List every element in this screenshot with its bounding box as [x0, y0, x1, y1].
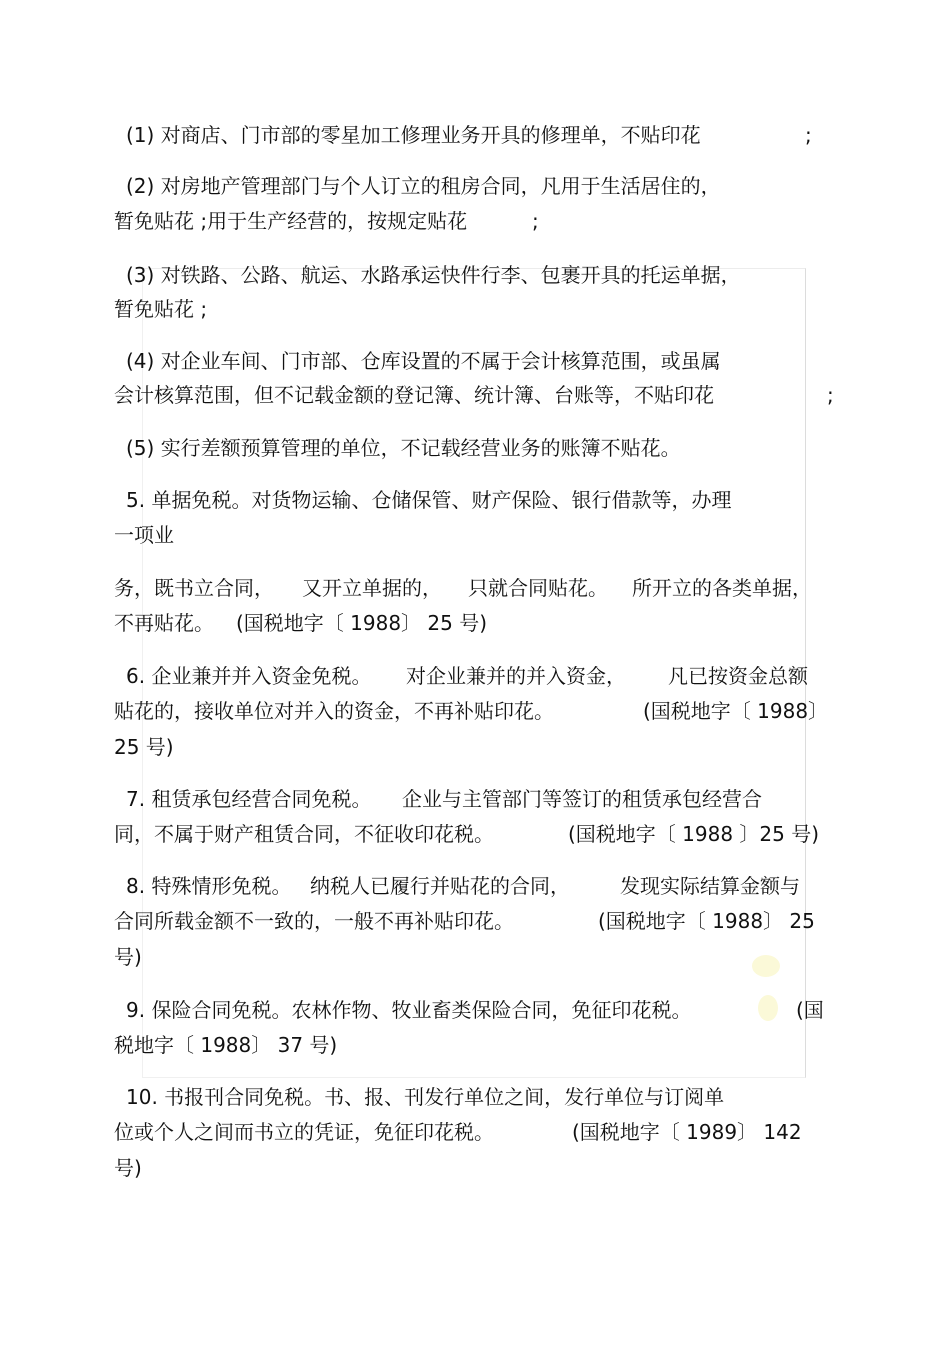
text-line: 暂免贴花 ; [114, 297, 208, 321]
text-line: ; [805, 123, 812, 147]
text-line: 10. 书报刊合同免税。书、报、刊发行单位之间，发行单位与订阅单 [126, 1085, 725, 1109]
text-line: 不再贴花。 [114, 611, 214, 635]
text-line: 对企业兼并的并入资金， [406, 664, 626, 688]
text-line: 会计核算范围，但不记载金额的登记簿、统计簿、台账等，不贴印花 [114, 383, 714, 407]
text-line: 只就合同贴花。 [468, 576, 608, 600]
text-line: (国税地字〔 1988〕 25 号) [236, 611, 488, 635]
text-line: 9. 保险合同免税。农林作物、牧业畜类保险合同，免征印花税。 [126, 998, 692, 1022]
text-line: (3) 对铁路、公路、航运、水路承运快件行李、包裹开具的托运单据， [126, 263, 741, 287]
text-line: 8. 特殊情形免税。 [126, 874, 292, 898]
text-line: 合同所载金额不一致的，一般不再补贴印花。 [114, 909, 514, 933]
text-line: 贴花的，接收单位对并入的资金，不再补贴印花。 [114, 699, 554, 723]
text-line: 号) [114, 945, 142, 969]
text-line: 税地字〔 1988〕 37 号) [114, 1033, 338, 1057]
text-line: (4) 对企业车间、门市部、仓库设置的不属于会计核算范围，或虽属 [126, 349, 721, 373]
text-line: (国税地字〔 1988〕 25 [598, 909, 815, 933]
text-line: (国税地字〔 1988〕 [643, 699, 829, 723]
text-line: 发现实际结算金额与 [620, 874, 800, 898]
text-line: 位或个人之间而书立的凭证，免征印花税。 [114, 1120, 494, 1144]
text-line: 同，不属于财产租赁合同，不征收印花税。 [114, 822, 494, 846]
text-line: 务，既书立合同， [114, 576, 274, 600]
text-line: ; [532, 209, 539, 233]
text-line: 5. 单据免税。对货物运输、仓储保管、财产保险、银行借款等，办理 [126, 488, 732, 512]
text-line: 暂免贴花 ;用于生产经营的，按规定贴花 [114, 209, 468, 233]
text-line: 6. 企业兼并并入资金免税。 [126, 664, 372, 688]
text-line: 一项业 [114, 523, 174, 547]
text-line: (1) 对商店、门市部的零星加工修理业务开具的修理单，不贴印花 [126, 123, 701, 147]
text-line: 7. 租赁承包经营合同免税。 [126, 787, 372, 811]
text-line: 纳税人已履行并贴花的合同， [310, 874, 570, 898]
text-line: 25 号) [114, 735, 174, 759]
text-line: ; [827, 383, 834, 407]
text-line: (2) 对房地产管理部门与个人订立的租房合同，凡用于生活居住的， [126, 174, 721, 198]
text-line: 企业与主管部门等签订的租赁承包经营合 [402, 787, 762, 811]
scan-smudge [758, 995, 778, 1021]
text-line: 凡已按资金总额 [668, 664, 808, 688]
text-line: 号) [114, 1156, 142, 1180]
text-line: (5) 实行差额预算管理的单位，不记载经营业务的账簿不贴花。 [126, 436, 681, 460]
text-line: (国税地字〔 1989〕 142 [572, 1120, 802, 1144]
scan-smudge [752, 955, 780, 977]
text-line: (国税地字〔 1988 〕25 号) [568, 822, 820, 846]
text-line: 又开立单据的， [302, 576, 442, 600]
text-line: 所开立的各类单据， [632, 576, 812, 600]
text-line: (国 [796, 998, 824, 1022]
